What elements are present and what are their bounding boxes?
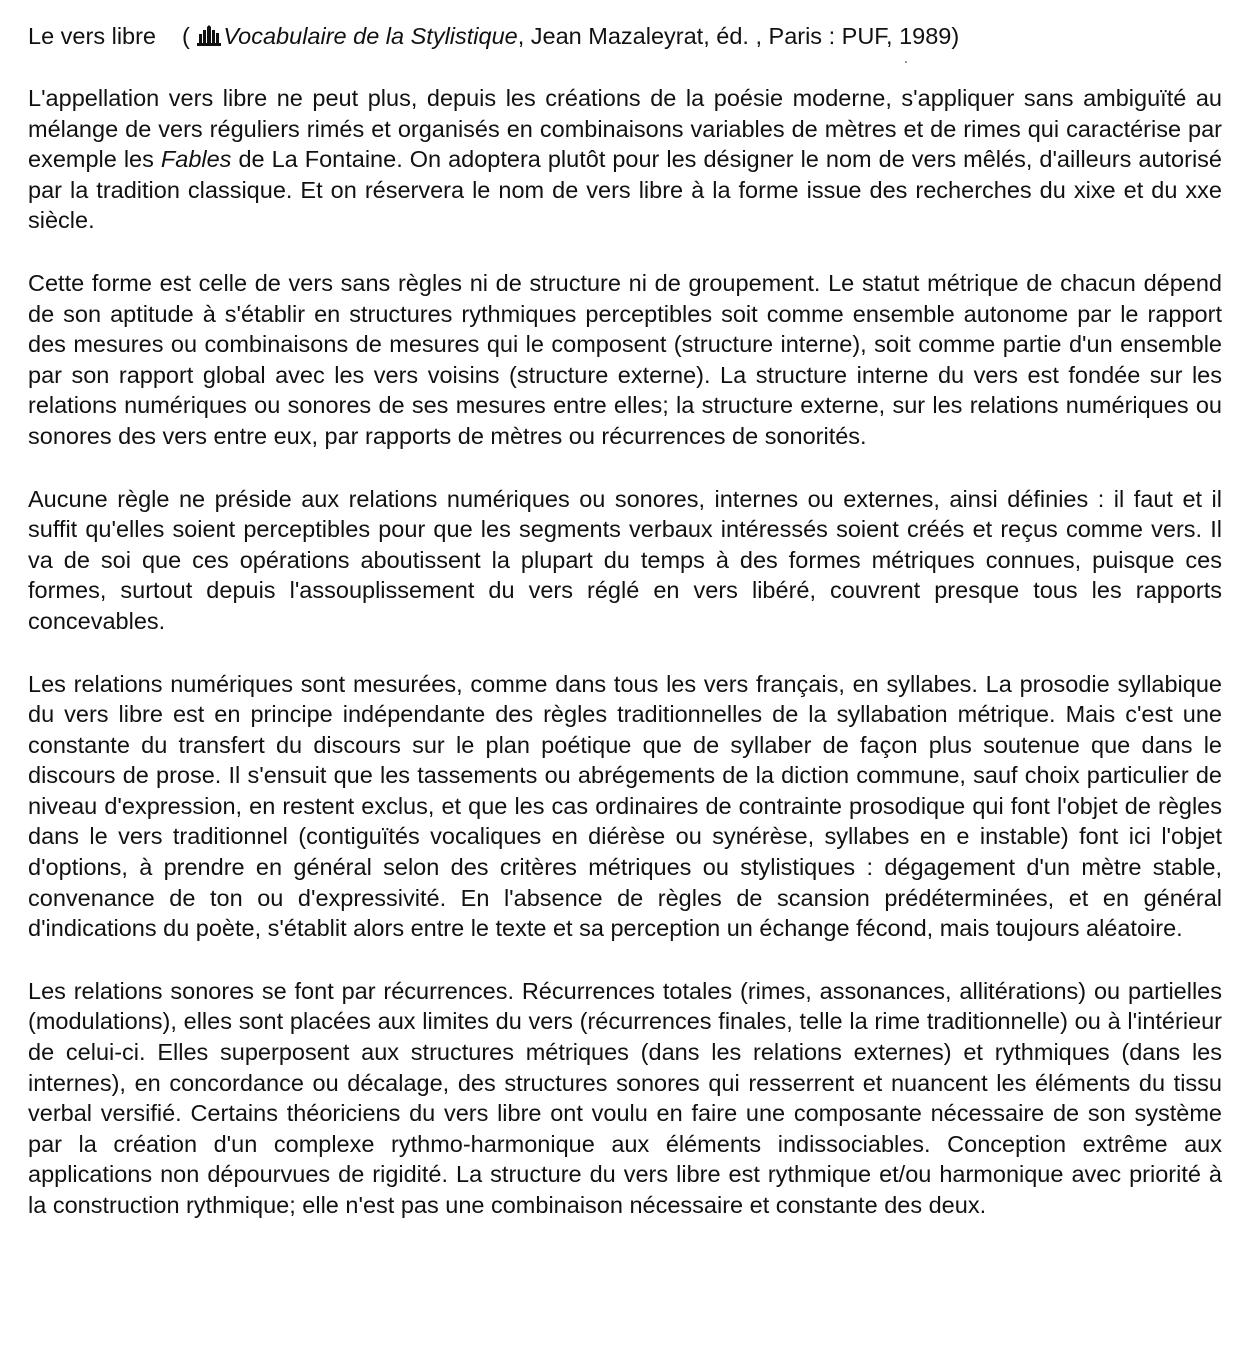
paragraph-text: de La Fontaine. On adoptera plutôt pour les désigner le nom de vers mêlés, d'ailleurs autorisé par la tradition classique. Et on réservera le nom de vers libre à la forme issue des recherches du xixe et du xxe siècle. [28,146,1222,234]
library-book-icon [196,23,222,45]
paragraph-text: Les relations numériques sont mesurées, comme dans tous les vers français, en syllabes. La prosodie syllabique du vers libre est en principe indépendante des règles traditionnelles de la syllabation métrique. Mais c'est une constante du transfert du discours sur le plan poétique que de syllaber de façon plus soutenue que dans le discours de prose. Il s'ensuit que les tassements ou abrégements de la diction commune, sauf choix particulier de niveau d'expression, en restent exclus, et que les cas ordinaires de contrainte prosodique qui font l'objet de règles dans le vers traditionnel (contiguïtés vocaliques en diérèse ou synérèse, syllabes en e instable) font ici l'objet d'options, à prendre en général selon des critères métriques ou stylistiques : dégagement d'un mètre stable, convenance de ton ou d'expressivité. En l'absence de règles de scansion prédéterminées, et en général d'indications du poète, s'établit alors entre le texte et sa perception un échange fécond, mais toujours aléatoire. [28,670,1222,942]
paragraph-text: Cette forme est celle de vers sans règles ni de structure ni de groupement. Le statut métrique de chacun dépend de son aptitude à s'établir en structures rythmiques perceptibles soit comme ensemble autonome par le rapport des mesures ou combinaisons de mesures qui le composent (structure interne), soit comme partie d'un ensemble par son rapport global avec les vers voisins (structure externe). La structure interne du vers est fondée sur les relations numériques ou sonores de ses mesures entre elles; la structure externe, sur les relations numériques ou sonores des vers entre eux, par rapports de mètres ou récurrences de sonorités. [28,269,1222,449]
paragraph-text: Aucune règle ne préside aux relations numériques ou sonores, internes ou externes, ainsi définies : il faut et il suffit qu'elles soient perceptibles pour que les segments verbaux intéressés soient créés et reçus comme vers. Il va de soi que ces opérations aboutissent la plupart du temps à des formes métriques connues, puisque ces formes, surtout depuis l'assouplissement du vers réglé en vers libéré, couvrent presque tous les rapports concevables. [28,485,1222,634]
document-header [28,20,959,52]
document-title: Le vers libre [28,23,156,49]
open-paren: ( [182,23,190,49]
paragraph-4 [28,669,1222,944]
source-publisher: Paris : PUF, 1989) [768,23,960,49]
paragraph-text: L'appellation vers libre ne peut plus, depuis les créations de la poésie moderne, s'appliquer sans ambiguïté au mélange de vers réguliers rimés et organisés en combinaisons variables de mètres et de rimes qui caractérise par exemple les [28,85,1222,173]
italic-text: Fables [160,146,232,173]
paragraph-3 [28,484,1222,637]
paragraph-2 [28,268,1222,452]
paragraph-text: Les relations sonores se font par récurrences. Récurrences totales (rimes, assonances, allitérations) ou partielles (modulations), elles sont placées aux limites du vers (récurrences finales, telle la rime traditionnelle) ou à l'intérieur de celui-ci. Elles superposent aux structures métriques (dans les relations externes) et rythmiques (dans les internes), en concordance ou décalage, des structures sonores qui resserrent et nuancent les éléments du tissu verbal versifié. Certains théoriciens du vers libre ont voulu en faire une composante nécessaire de son système par la création d'un complexe rythmo-harmonique aux éléments indissociables. Conception extrême aux applications non dépourvues de rigidité. La structure du vers libre est rythmique et/ou harmonique avec priorité à la construction rythmique; elle n'est pas une combinaison nécessaire et constante des deux. [28,977,1222,1218]
document-body [28,83,1222,1221]
paragraph-1 [28,83,1222,236]
scan-speck [905,61,907,63]
source-author: , Jean Mazaleyrat, éd. , [517,23,762,49]
paragraph-5 [28,976,1222,1221]
source-title: Vocabulaire de la Stylistique [223,23,518,49]
